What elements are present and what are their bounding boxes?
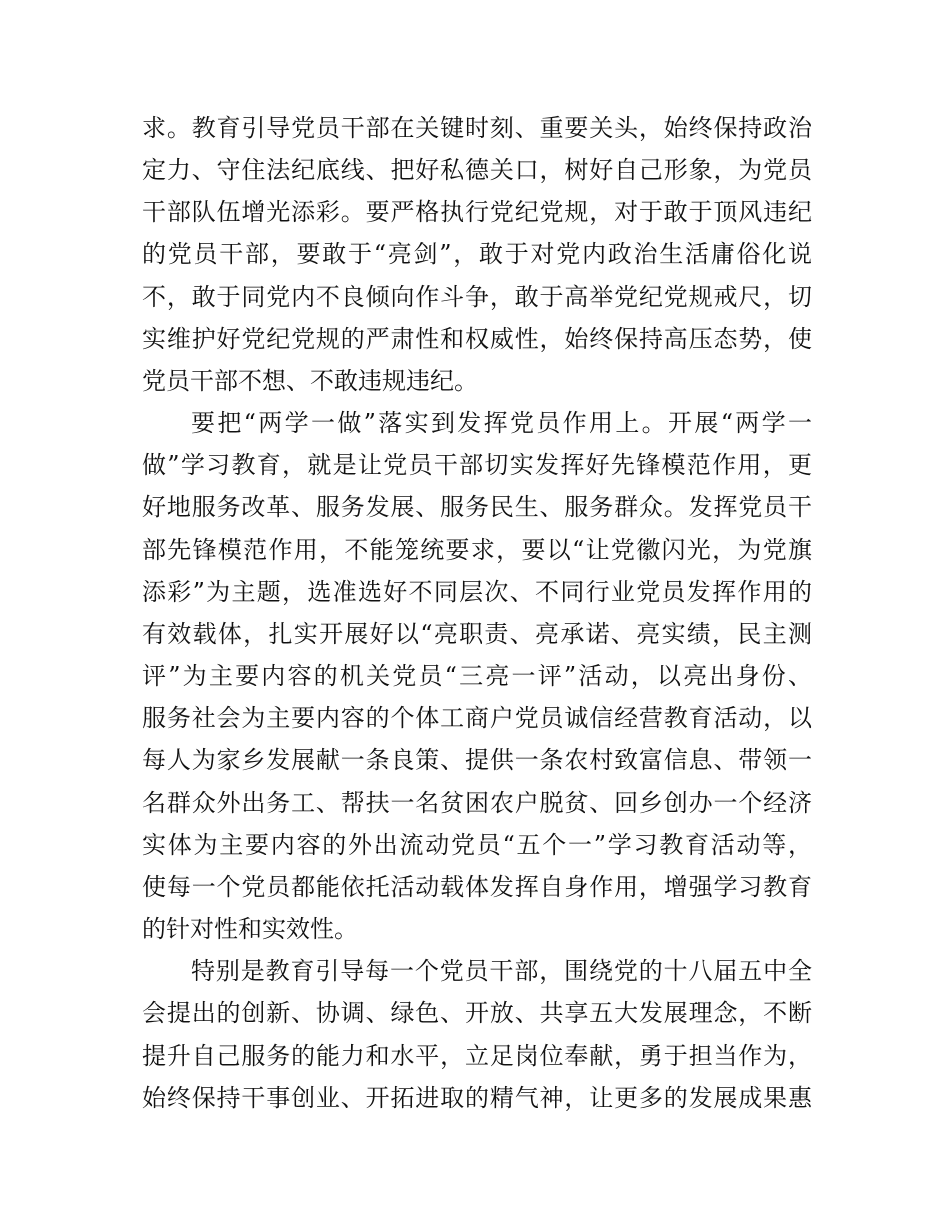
- text-line: 不，敢于同党内不良倾向作斗争，敢于高举党纪党规戒尺，切: [142, 283, 812, 311]
- text-line: 名群众外出务工、帮扶一名贫困农户脱贫、回乡创办一个经济: [142, 789, 812, 817]
- text-line: 有效载体，扎实开展好以“亮职责、亮承诺、亮实绩，民主测: [142, 620, 812, 648]
- text-line: 始终保持干事创业、开拓进取的精气神，让更多的发展成果惠: [142, 1084, 812, 1112]
- text-line: 每人为家乡发展献一条良策、提供一条农村致富信息、带领一: [142, 746, 812, 774]
- text-line: 干部队伍增光添彩。要严格执行党纪党规，对于敢于顶风违纪: [142, 198, 812, 226]
- text-line: 党员干部不想、不敢违规违纪。: [142, 367, 478, 395]
- text-line: 部先锋模范作用，不能笼统要求，要以“让党徽闪光，为党旗: [142, 536, 812, 564]
- text-line: 服务社会为主要内容的个体工商户党员诚信经营教育活动，以: [142, 704, 812, 732]
- text-line: 好地服务改革、服务发展、服务民生、服务群众。发挥党员干: [142, 493, 812, 521]
- text-line: 实维护好党纪党规的严肃性和权威性，始终保持高压态势，使: [142, 325, 812, 353]
- text-line: 评”为主要内容的机关党员“三亮一评”活动，以亮出身份、: [142, 662, 812, 690]
- text-line: 添彩”为主题，选准选好不同层次、不同行业党员发挥作用的: [142, 578, 812, 606]
- text-line: 的党员干部，要敢于“亮剑”，敢于对党内政治生活庸俗化说: [142, 240, 812, 268]
- text-line: 会提出的创新、协调、绿色、开放、共享五大发展理念，不断: [142, 999, 812, 1027]
- paragraph-first-line: 要把“两学一做”落实到发挥党员作用上。开展“两学一: [191, 409, 812, 437]
- text-line: 实体为主要内容的外出流动党员“五个一”学习教育活动等，: [142, 831, 812, 859]
- text-line: 的针对性和实效性。: [142, 915, 358, 943]
- text-line: 提升自己服务的能力和水平，立足岗位奉献，勇于担当作为，: [142, 1042, 812, 1070]
- text-line: 求。教育引导党员干部在关键时刻、重要关头，始终保持政治: [142, 114, 812, 142]
- text-line: 定力、守住法纪底线、把好私德关口，树好自己形象，为党员: [142, 156, 812, 184]
- paragraph-first-line: 特别是教育引导每一个党员干部，围绕党的十八届五中全: [191, 957, 812, 985]
- text-line: 使每一个党员都能依托活动载体发挥自身作用，增强学习教育: [142, 873, 812, 901]
- text-line: 做”学习教育，就是让党员干部切实发挥好先锋模范作用，更: [142, 451, 812, 479]
